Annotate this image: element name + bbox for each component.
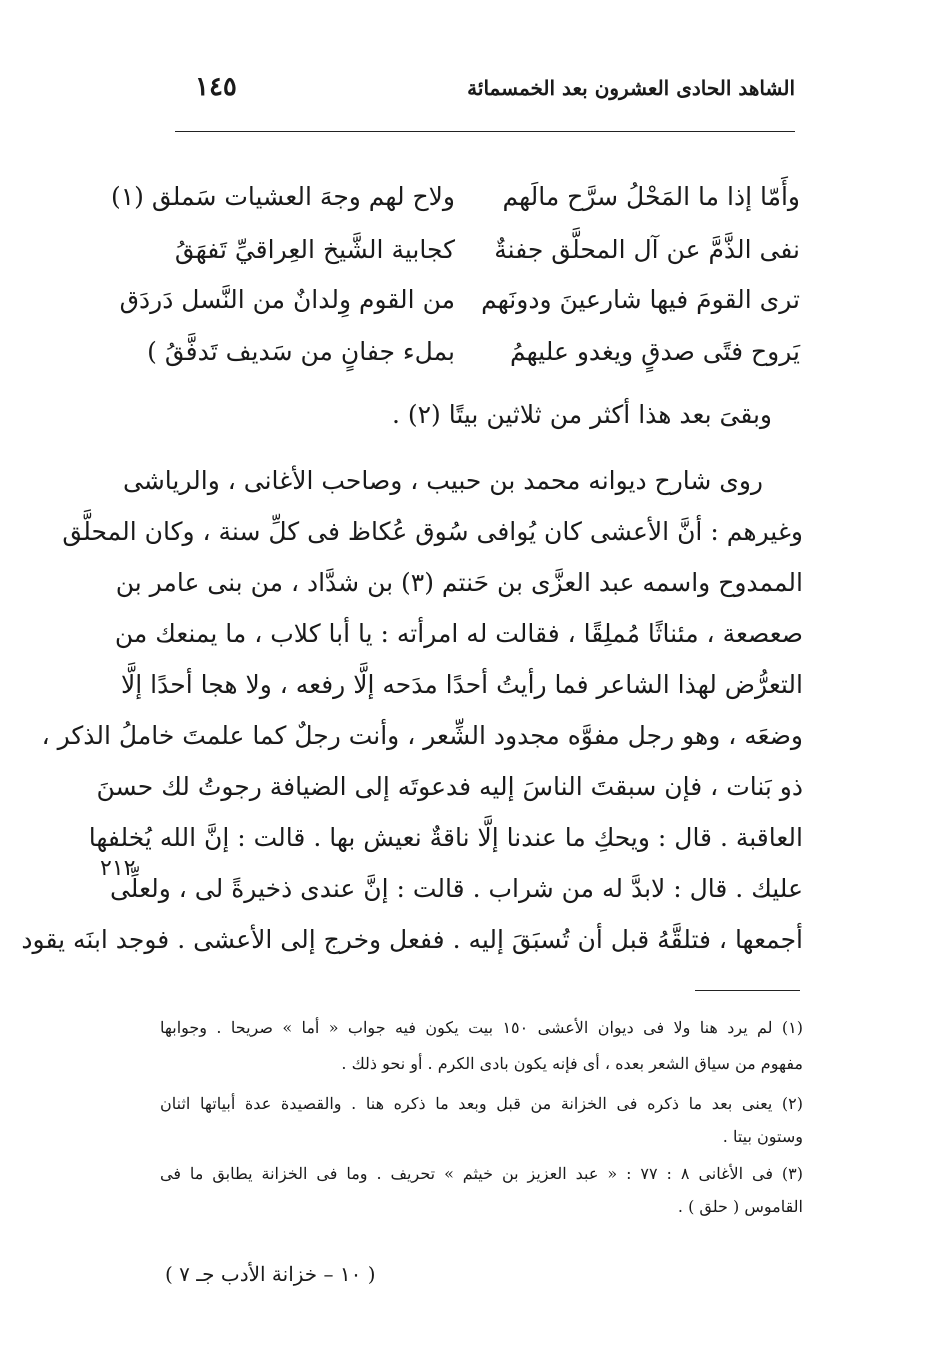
footnote-line: (٢) يعنى بعد ما ذكره فى الخزانة من قبل وبعد ما ذكره هنا . والقصيدة عدة أبياتها اثنان [160,1094,803,1113]
verse-second-hemistich: ولاح لهم وجهَ العشيات سَملق (١) [110,182,455,211]
remainder-line: وبقىَ بعد هذا أكثر من ثلاثين بيتًا (٢) . [391,400,772,429]
verse-first-hemistich: نفى الذَّمَّ عن آل المحلَّق جفنةٌ [494,235,800,264]
printer-signature: ( ١٠ – خزانة الأدب جـ ٧ ) [165,1262,376,1286]
verse-second-hemistich: من القوم وِلدانٌ من النَّسل دَردَق [119,285,455,314]
verse-line [110,182,800,234]
paragraph-line: الممدوح واسمه عبد العزَّى بن حَنتم (٣) بن شدَّاد ، من بنى عامر بن [115,568,803,597]
paragraph-line: أجمعها ، فتلقَّهُ قبل أن تُسبَقَ إليه . ففعل وخرج إلى الأعشى . فوجد ابنَه يقود [21,925,803,954]
paragraph-line: وغيرهم : أنَّ الأعشى كان يُوافى سُوق عُكاظ فى كلِّ سنة ، وكان المحلَّق [62,517,803,546]
footnote-line: مفهوم من سياق الشعر بعده ، أى فإنه يكون بادى الكرم . أو نحو ذلك . [341,1054,803,1073]
paragraph-line: وضعَه ، وهو رجل مفوَّه مجدود الشِّعر ، وأنت رجلٌ كما علمتَ خاملُ الذكر ، [41,721,803,750]
verse-line [165,235,800,287]
paragraph-line: التعرُّض لهذا الشاعر فما رأيتُ أحدًا مدَحه إلَّا رفعه ، ولا هجا أحدًا إلَّا [121,670,803,699]
paragraph-line: روى شارح ديوانه محمد بن حبيب ، وصاحب الأغانى ، والرياشى [123,466,763,495]
page-number: ١٤٥ [195,72,237,102]
verse-line [119,285,800,337]
paragraph-line: العاقبة . قال : ويحكِ ما عندنا إلَّا ناقةٌ نعيش بها . قالت : إنَّ الله يُخلفها [88,823,803,852]
footnote-line: القاموس ( حلق ) . [677,1197,803,1216]
verse-second-hemistich: بملء جفانٍ من سَديف تَدفَّقُ ) [147,337,455,366]
paragraph-line: صعصعة ، مئناثًا مُملِقًا ، فقالت له امرأته : يا أبا كلاب ، ما يمنعك من [114,619,803,648]
verse-second-hemistich: كجابية الشَّيخ العِراقيِّ تَفهَقُ [174,235,455,264]
verse-first-hemistich: وأَمّا إذا ما المَحْلُ سرَّح مالَهم [502,182,800,211]
footnote-line: وستون بيتا . [722,1127,803,1146]
verse-line [147,337,800,389]
footnote-line: (٣) فى الأغانى ٨ : ٧٧ : « عبد العزيز بن خيثم » تحريف . وما فى الخزانة يطابق ما فى [160,1164,804,1183]
chapter-title: الشاهد الحادى العشرون بعد الخمسمائة [467,76,795,100]
paragraph-line: ذو بَنات ، فإن سبقتَ الناسَ إليه فدعوتَه إلى الضيافة رجوتُ لك حسنَ [96,772,803,801]
verse-first-hemistich: يَروح فتًى صدقٍ ويغدو عليهمُ [509,337,800,366]
running-header [175,72,795,112]
paragraph-line: عليك . قال : لابدَّ له من شراب . قالت : إنَّ عندى ذخيرةً لى ، ولعلِّى [109,874,803,903]
verse-first-hemistich: ترى القومَ فيها شارعينَ ودونَهم [481,285,800,314]
footnote-line: (١) لم يرد هنا ولا فى ديوان الأعشى ١٥٠ بيت يكون فيه جواب « أما » صريحا . وجوابها [160,1018,804,1037]
margin-number: ٢١٢ [100,856,136,881]
footnote-rule [695,990,800,991]
header-rule [175,131,795,132]
